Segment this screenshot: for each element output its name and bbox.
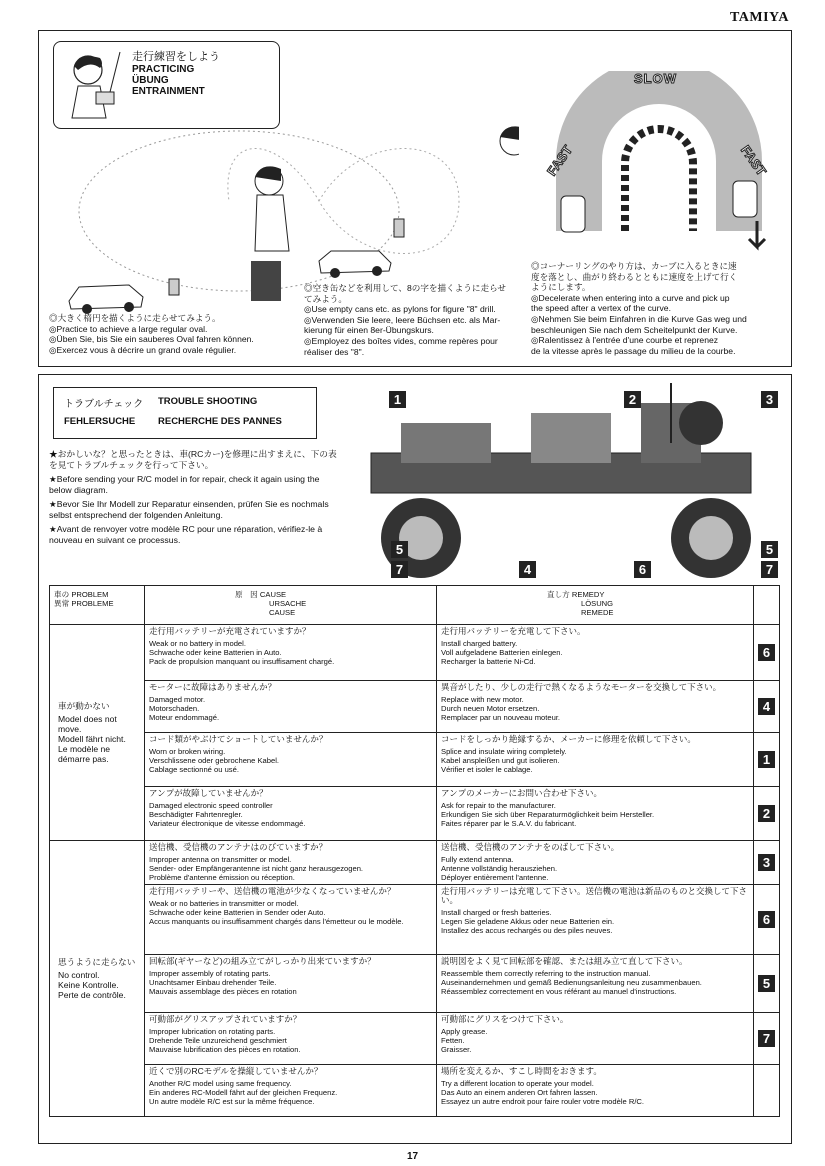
practicing-title-de-line: ÜBUNG (132, 75, 169, 86)
remedy-header-en: REMEDY (571, 590, 605, 599)
cause-cell (145, 1065, 437, 1117)
instruction-line: ◎Verwenden Sie leere, leere Büchsen etc. als Mar- (304, 314, 501, 325)
cause-cell-line: Motorschaden. (149, 704, 200, 713)
instruction-line: ◎Exercez vous à décrire un grand ovale régulier. (49, 344, 237, 355)
table-row (50, 1013, 780, 1065)
practicing-panel (38, 30, 792, 367)
remedy-cell-line: Replace with new motor. (441, 695, 524, 704)
remedy-cell-line: Kabel anspleißen und gut isolieren. (441, 756, 560, 765)
remedy-cell-jp: 走行用バッテリーは充電して下さい。送信機の電池は新品のものと交換して下さい。 (441, 886, 748, 905)
remedy-cell-line: Voll aufgeladene Batterien einlegen. (441, 648, 563, 657)
cause-cell-jp: 回転部(ギヤーなど)の組み立てがしっかり出来ていますか？ (149, 956, 376, 966)
slow-label: SLOW (634, 71, 677, 86)
figure8-instructions (304, 283, 506, 357)
trouble-title-de: FEHLERSUCHE (64, 416, 136, 427)
can-pylon-icon (394, 219, 404, 237)
cause-cell (145, 787, 437, 841)
cause-header (145, 586, 437, 625)
remedy-cell-line: Durch neuen Motor ersetzen. (441, 704, 540, 713)
instruction-line: 度を落とし、曲がり終わるとともに速度を上げて行く (531, 271, 738, 282)
cause-cell-line: Mauvaise lubrification des pièces en rotation. (149, 1045, 301, 1054)
remedy-cell (437, 1013, 754, 1065)
cause-cell-line: Accus manquants ou insuffisamment chargés dans l'émetteur ou le modèle. (149, 917, 404, 926)
trouble-title-jp: トラブルチェック (64, 399, 144, 410)
remedy-header-de: LÖSUNG (581, 599, 614, 608)
instruction-line: ◎大きく楕円を描くように走らせてみよう。 (49, 313, 221, 323)
cause-cell-jp: コード類がやぶけてショートしていませんか？ (149, 734, 328, 744)
problem-text: Le modèle ne démarre pas. (58, 744, 111, 764)
remedy-cell (437, 681, 754, 733)
cause-cell-line: Unachtsamer Einbau drehender Teile. (149, 978, 277, 987)
problem-header-en: PROBLEM (71, 590, 109, 599)
problem-text: No control. (58, 970, 100, 980)
part-number-badge: 2 (758, 805, 775, 822)
page-number: 17 (406, 1151, 419, 1162)
part-marker-7: 7 (391, 561, 408, 578)
instruction-line: てみよう。 (304, 293, 347, 304)
car-icon (69, 285, 143, 314)
cause-cell-line: Damaged motor. (149, 695, 206, 704)
instruction-line: de la vitesse après le passage du milieu de la courbe. (531, 345, 736, 356)
problem-cell (50, 841, 145, 1117)
cause-cell-line: Problème d'antenne émission ou réception. (149, 873, 295, 882)
remedy-cell-line: Réassemblez correctement en vous référant au manuel d'instructions. (441, 987, 677, 996)
problem-header-jp1: 車の (54, 590, 70, 599)
part-number-badge: 1 (758, 751, 775, 768)
cause-cell (145, 955, 437, 1013)
cause-cell-line: Ein anderes RC-Modell fährt auf der gleichen Frequenz. (149, 1088, 338, 1097)
car-icon (733, 181, 757, 217)
part-marker-6: 6 (634, 561, 651, 578)
problem-text: Model does not move. (58, 714, 117, 734)
cause-cell-line: Variateur électronique de vitesse endommagé. (149, 819, 306, 828)
remedy-cell-line: Auseinandernehmen und gemäß Bedienungsanleitung neu zusammenbauen. (441, 978, 702, 987)
cause-cell-line: Sender- oder Empfängerantenne ist nicht ganz herausgezogen. (149, 864, 364, 873)
cause-cell-line: Schwache oder keine Batterien in Sender oder Auto. (149, 908, 326, 917)
remedy-cell (437, 885, 754, 955)
cause-cell-line: Mauvais assemblage des pièces en rotation (149, 987, 297, 996)
instruction-line: ◎Decelerate when entering into a curve and pick up (531, 292, 730, 303)
instruction-line: the speed after a vertex of the curve. (531, 303, 671, 314)
part-marker-5: 5 (391, 541, 408, 558)
remedy-cell-jp: 送信機、受信機のアンテナをのばして下さい。 (441, 842, 620, 852)
remedy-cell-line: Installez des accus rechargés ou des piles neuves. (441, 926, 613, 935)
remedy-cell-line: Faites réparer par le S.A.V. du fabricant. (441, 819, 577, 828)
problem-text: 車が動かない (58, 701, 110, 711)
practicing-title-en-line: PRACTICING (132, 64, 195, 75)
reference-cell (754, 1065, 780, 1117)
cause-cell-line: Schwache oder keine Batterien in Auto. (149, 648, 282, 657)
cause-cell-line: Beschädigter Fahrtenregler. (149, 810, 243, 819)
table-row (50, 787, 780, 841)
reference-header (754, 586, 780, 625)
instruction-line: réaliser des "8". (304, 346, 365, 357)
remedy-cell-line: Déployer entièrement l'antenne. (441, 873, 549, 882)
part-number-badge: 7 (758, 1030, 775, 1047)
remedy-cell (437, 733, 754, 787)
practicing-title-jp: 走行練習をしよう (132, 51, 220, 63)
table-row (50, 955, 780, 1013)
intro-paragraph: ★Before sending your R/C model in for repair, check it again using the below diagram. (49, 474, 320, 495)
part-marker-7-right: 7 (761, 561, 778, 578)
problem-text: 思うように走らない (58, 957, 136, 967)
brand-logo: TAMIYA (729, 10, 789, 25)
trouble-title-en: TROUBLE SHOOTING (158, 396, 258, 407)
reference-cell (754, 885, 780, 955)
part-number-badge: 3 (758, 854, 775, 871)
cause-cell-line: Worn or broken wiring. (149, 747, 226, 756)
remedy-cell-line: Graisser. (441, 1045, 472, 1054)
problem-text: Keine Kontrolle. (58, 980, 119, 990)
remedy-cell-line: Antenne vollständig herausziehen. (441, 864, 558, 873)
reference-cell (754, 625, 780, 681)
remedy-cell-line: Essayez un autre endroit pour faire rouler votre modèle R/C. (441, 1097, 645, 1106)
cause-cell-line: Un autre modèle R/C est sur la même fréquence. (149, 1097, 315, 1106)
remedy-cell-line: Fully extend antenna. (441, 855, 514, 864)
reference-cell (754, 955, 780, 1013)
cause-cell (145, 885, 437, 955)
remedy-cell-line: Erkundigen Sie sich über Reparaturmöglichkeit beim Hersteller. (441, 810, 655, 819)
cause-cell-jp: モーターに故障はありませんか？ (149, 682, 277, 692)
part-marker-2: 2 (624, 391, 641, 408)
remedy-cell-line: Install charged or fresh batteries. (441, 908, 552, 917)
remedy-cell (437, 625, 754, 681)
instruction-line: ◎Employez des boîtes vides, comme repères pour (304, 335, 498, 346)
cause-cell-jp: 可動部がグリスアップされていますか？ (149, 1014, 302, 1024)
cause-cell-jp: 近くで別のRCモデルを操縦していませんか？ (149, 1066, 323, 1076)
remedy-cell-jp: 異音がしたり、少しの走行で熱くなるようなモーターを交換して下さい。 (441, 682, 722, 692)
instruction-line: ◎Üben Sie, bis Sie ein sauberes Oval fahren können. (49, 334, 254, 345)
table-row (50, 1065, 780, 1117)
remedy-cell-jp: アンプのメーカーにお問い合わせ下さい。 (441, 788, 602, 798)
boy-illustration (500, 126, 519, 155)
instruction-line: ◎Ralentissez à l'entrée d'une courbe et reprenez (531, 335, 719, 346)
cause-cell-line: Improper antenna on transmitter or model. (149, 855, 292, 864)
remedy-cell (437, 841, 754, 885)
problem-header (50, 586, 145, 625)
cause-cell-line: Another R/C model using same frequency. (149, 1079, 292, 1088)
remedy-header-jp: 直し方 (547, 590, 570, 599)
trouble-intro (49, 449, 341, 549)
problem-text: Modell fährt nicht. (58, 734, 126, 744)
remedy-cell-line: Vérifier et isoler le cablage. (441, 765, 533, 774)
chassis-photo (341, 383, 781, 583)
remedy-cell (437, 787, 754, 841)
remedy-cell-jp: 走行用バッテリーを充電して下さい。 (441, 626, 586, 636)
instruction-line: kierung für einen 8er-Übungskurs. (304, 325, 434, 336)
remedy-cell-line: Splice and insulate wiring completely. (441, 747, 567, 756)
trouble-shooting-panel (38, 374, 792, 1144)
table-row (50, 841, 780, 885)
reference-cell (754, 681, 780, 733)
problem-cell (50, 625, 145, 841)
intro-paragraph: ★Bevor Sie Ihr Modell zur Reparatur einsenden, prüfen Sie es nochmals selbst entsprechend der folgenden Anleitung. (49, 499, 329, 520)
intro-paragraph: ★おかしいな？と思ったときは、車(RCカー)を修理に出すまえに、下の表を見てトラブルチェックを行って下さい。 (49, 449, 337, 470)
part-marker-4: 4 (519, 561, 536, 578)
remedy-cell-line: Try a different location to operate your model. (441, 1079, 594, 1088)
cause-cell-line: Damaged electronic speed controller (149, 801, 273, 810)
boy-illustration (251, 166, 289, 301)
cause-cell (145, 733, 437, 787)
remedy-cell-line: Fetten. (441, 1036, 465, 1045)
remedy-cell-jp: コードをしっかり絶縁するか、メーカーに修理を依頼して下さい。 (441, 734, 696, 744)
remedy-cell (437, 955, 754, 1013)
cause-header-en: CAUSE (259, 590, 287, 599)
part-number-badge: 6 (758, 911, 775, 928)
part-marker-3: 3 (761, 391, 778, 408)
remedy-cell-jp: 可動部にグリスをつけて下さい。 (441, 1014, 569, 1024)
problem-header-fr: PROBLEME (71, 599, 114, 608)
remedy-cell-line: Recharger la batterie Ni-Cd. (441, 657, 536, 666)
table-row (50, 625, 780, 681)
remedy-cell-line: Das Auto an einem anderen Ort fahren lassen. (441, 1088, 598, 1097)
part-number-badge: 5 (758, 975, 775, 992)
reference-cell (754, 733, 780, 787)
part-marker-1: 1 (389, 391, 406, 408)
remedy-cell (437, 1065, 754, 1117)
remedy-header-fr: REMEDE (581, 608, 614, 617)
remedy-cell-jp: 説明図をよく見て回転部を確認、または組み立て直して下さい。 (441, 956, 688, 966)
instruction-line: ◎Practice to achieve a large regular oval. (49, 323, 208, 334)
cause-cell (145, 681, 437, 733)
part-number-badge: 4 (758, 698, 775, 715)
trouble-title-fr: RECHERCHE DES PANNES (158, 416, 282, 427)
cause-header-jp: 原 因 (235, 590, 258, 599)
part-number-badge: 6 (758, 644, 775, 661)
cause-cell-line: Improper assembly of rotating parts. (149, 969, 271, 978)
cause-cell-jp: 走行用バッテリーや、送信機の電池が少なくなっていませんか？ (149, 886, 396, 896)
problem-text: Perte de contrôle. (58, 990, 126, 1000)
cause-cell-line: Moteur endommagé. (149, 713, 220, 722)
remedy-cell-line: Ask for repair to the manufacturer. (441, 801, 556, 810)
reference-cell (754, 787, 780, 841)
problem-header-jp2: 異常 (54, 599, 70, 608)
cause-cell-jp: 送信機、受信機のアンテナはのびていますか？ (149, 842, 328, 852)
remedy-cell-line: Install charged battery. (441, 639, 518, 648)
cause-cell (145, 625, 437, 681)
remedy-cell-line: Legen Sie geladene Akkus oder neue Batterien ein. (441, 917, 615, 926)
reference-cell (754, 1013, 780, 1065)
table-row (50, 733, 780, 787)
part-marker-5-right: 5 (761, 541, 778, 558)
table-row (50, 885, 780, 955)
instruction-line: ◎Use empty cans etc. as pylons for figure "8" drill. (304, 304, 496, 315)
cause-cell-line: Pack de propulsion manquant ou insuffisament chargé. (149, 657, 335, 666)
fast-label-left: FAST (543, 142, 576, 179)
cause-cell-line: Cablage sectionné ou usé. (149, 765, 239, 774)
cause-cell-line: Drehende Teile unzureichend geschmiert (149, 1036, 287, 1045)
cause-header-fr: CAUSE (269, 608, 296, 617)
cause-cell-line: Weak or no battery in model. (149, 639, 246, 648)
remedy-cell-line: Remplacer par un nouveau moteur. (441, 713, 561, 722)
can-pylon-icon (169, 279, 179, 295)
cornering-diagram (539, 71, 784, 281)
practicing-title-fr-line: ENTRAINMENT (132, 86, 205, 97)
instruction-line: beschleunigen Sie nach dem Scheitelpunkt der Kurve. (531, 324, 738, 335)
cause-cell-line: Improper lubrication on rotating parts. (149, 1027, 276, 1036)
cause-header-de: URSACHE (269, 599, 307, 608)
cause-cell-jp: アンプが故障していませんか？ (149, 788, 268, 798)
remedy-cell-line: Apply grease. (441, 1027, 488, 1036)
reference-cell (754, 841, 780, 885)
instruction-line: ◎空き缶などを利用して、8の字を描くように走らせ (304, 283, 507, 293)
intro-paragraph: ★Avant de renvoyer votre modèle RC pour une réparation, vérifiez-le à nouveau en suivant ce processus. (49, 524, 323, 545)
remedy-cell-jp: 場所を変えるか、すこし時間をおきます。 (441, 1066, 602, 1076)
cause-cell (145, 1013, 437, 1065)
remedy-header (437, 586, 754, 625)
oval-instructions (49, 313, 254, 355)
instruction-line: ようにします。 (531, 282, 591, 293)
cause-cell (145, 841, 437, 885)
trouble-table-body (50, 625, 780, 1117)
cause-cell-line: Weak or no batteries in transmitter or model. (149, 899, 299, 908)
trouble-shooting-title-box (53, 387, 317, 439)
fast-label-right: FAST (737, 142, 770, 179)
car-icon (319, 251, 391, 278)
table-row (50, 681, 780, 733)
remedy-cell-line: Reassemble them correctly referring to the instruction manual. (441, 969, 651, 978)
cause-cell-jp: 走行用バッテリーが充電されていますか？ (149, 626, 311, 636)
cause-cell-line: Verschlissene oder gebrochene Kabel. (149, 756, 280, 765)
instruction-line: ◎コーナーリングのやり方は、カーブに入るときに速 (531, 261, 737, 271)
table-header-row (50, 586, 780, 625)
car-icon (561, 196, 585, 232)
instruction-line: ◎Nehmen Sie beim Einfahren in die Kurve Gas weg und (531, 313, 747, 324)
trouble-table (49, 585, 780, 1117)
